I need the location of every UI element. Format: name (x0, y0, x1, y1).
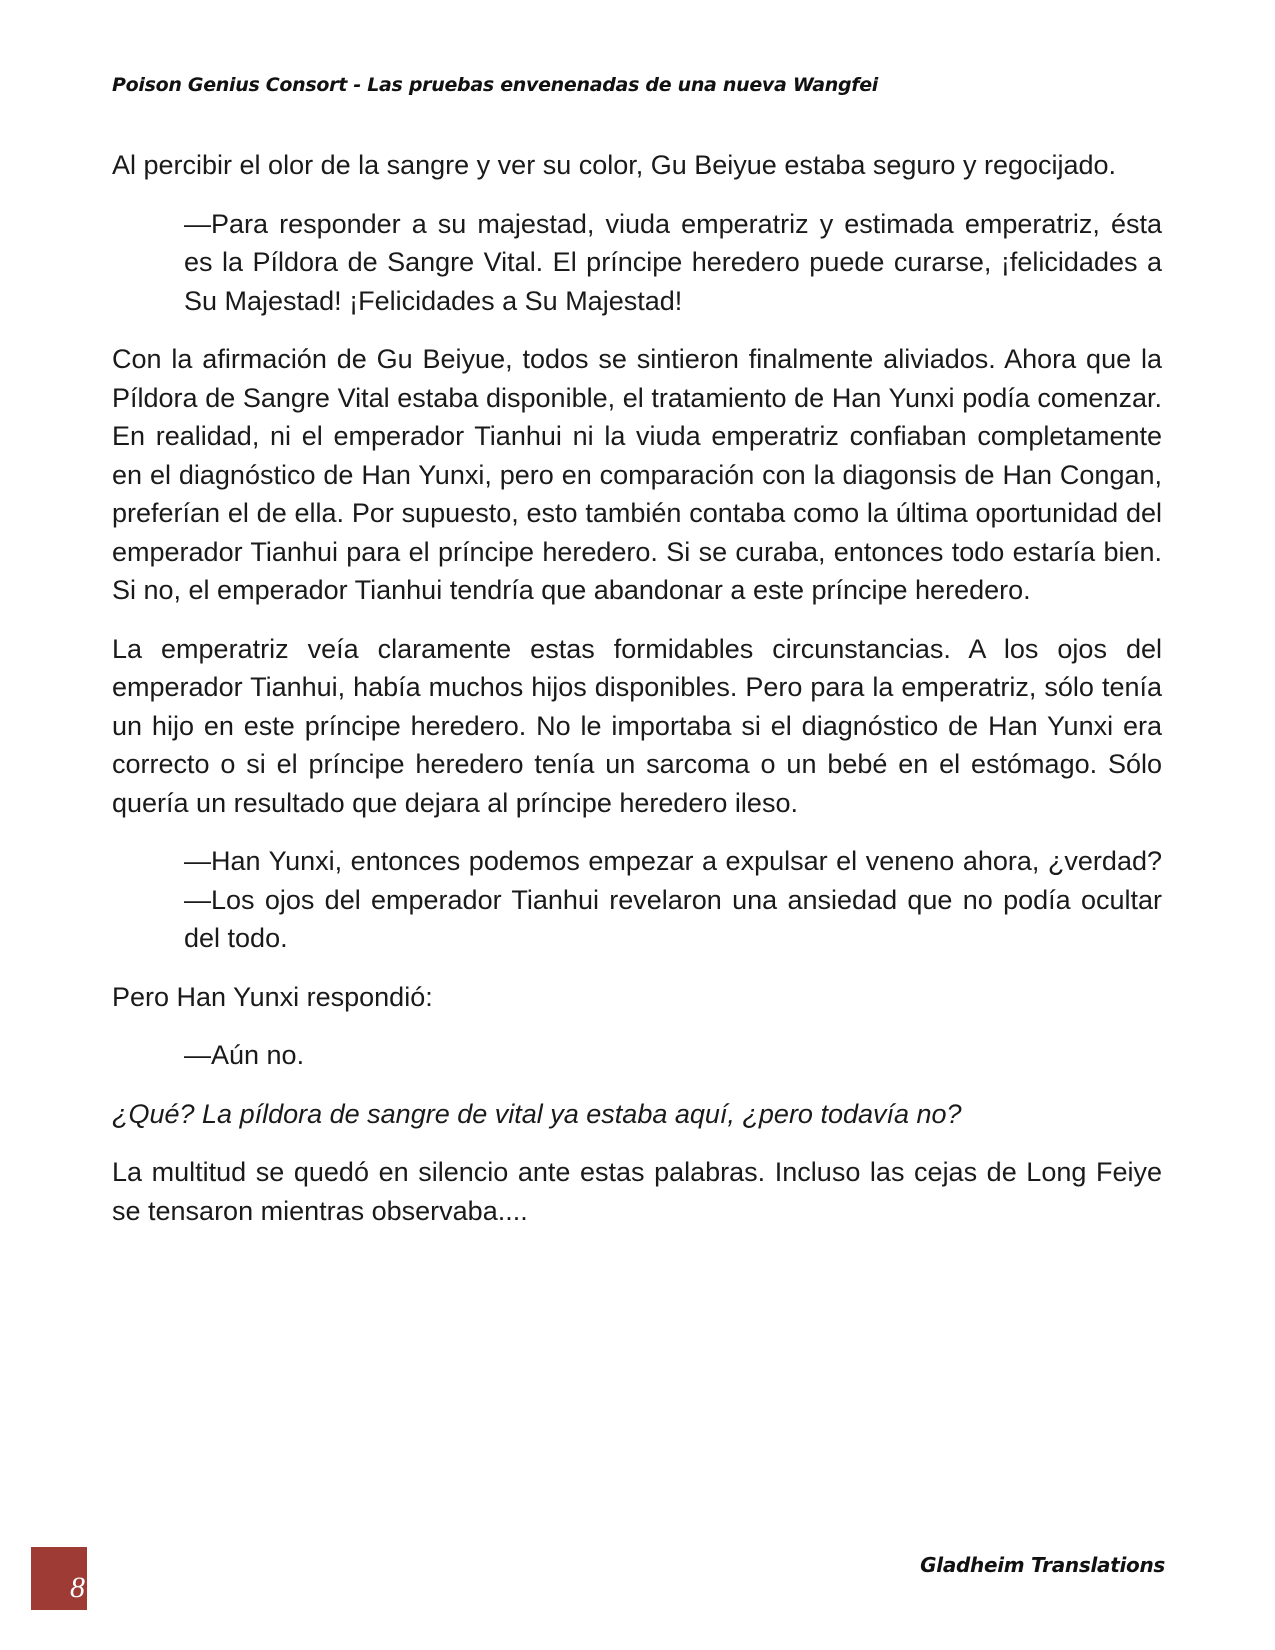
document-body (112, 146, 1162, 1250)
paragraph-dialogue: —Aún no. (184, 1040, 305, 1070)
page-number: 8 (70, 1571, 85, 1604)
paragraph-narration: Con la afirmación de Gu Beiyue, todos se sintieron finalmente aliviados. Ahora que la Píldora de Sangre Vital estaba disponible, el tratamiento de Han Yunxi podía comenzar. En realidad, ni el emperador Tianhui ni la viuda emperatriz confiaban completamente en el diagnóstico de Han Yunxi, pero en comparación con la diagonsis de Han Congan, preferían el de ella. Por supuesto, esto también contaba como la última oportunidad del emperador Tianhui para el príncipe heredero. Si se curaba, entonces todo estaría bien. Si no, el emperador Tianhui tendría que abandonar a este príncipe heredero. (112, 344, 1162, 605)
paragraph-dialogue: —Han Yunxi, entonces podemos empezar a expulsar el veneno ahora, ¿verdad? —Los ojos del emperador Tianhui revelaron una ansiedad que no podía ocultar del todo. (184, 846, 1162, 953)
paragraph-thought: ¿Qué? La píldora de sangre de vital ya estaba aquí, ¿pero todavía no? (112, 1098, 962, 1129)
paragraph-narration: Pero Han Yunxi respondió: (112, 981, 433, 1012)
paragraph-narration: Al percibir el olor de la sangre y ver su color, Gu Beiyue estaba seguro y regocijado. (112, 150, 1117, 180)
page-number-underline (31, 1608, 87, 1610)
translator-credit: Gladheim Translations (920, 1553, 1165, 1577)
paragraph-narration: La multitud se quedó en silencio ante estas palabras. Incluso las cejas de Long Feiye se tensaron mientras observaba.... (112, 1157, 1162, 1226)
paragraph-narration: La emperatriz veía claramente estas formidables circunstancias. A los ojos del emperador Tianhui, había muchos hijos disponibles. Pero para la emperatriz, sólo tenía un hijo en este príncipe heredero. No le importaba si el diagnóstico de Han Yunxi era correcto o si el príncipe heredero tenía un sarcoma o un bebé en el estómago. Sólo quería un resultado que dejara al príncipe heredero ileso. (112, 633, 1162, 818)
running-header: Poison Genius Consort - Las pruebas envenenadas de una nueva Wangfei (112, 74, 879, 96)
paragraph-dialogue: —Para responder a su majestad, viuda emperatriz y estimada emperatriz, ésta es la Píldora de Sangre Vital. El príncipe heredero puede curarse, ¡felicidades a Su Majestad! ¡Felicidades a Su Majestad! (184, 208, 1162, 316)
